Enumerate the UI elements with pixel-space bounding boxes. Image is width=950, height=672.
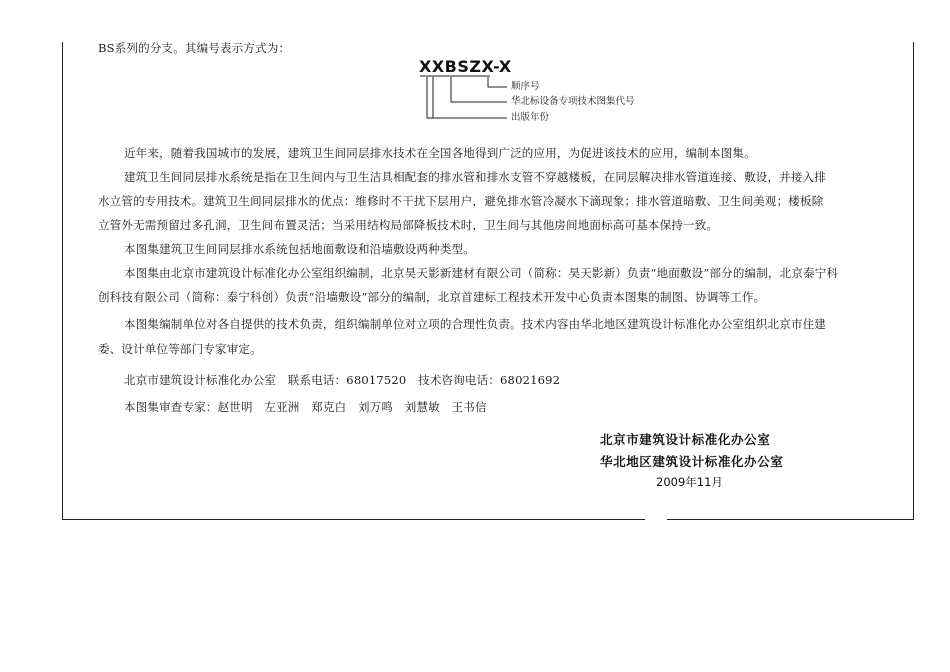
signature-date: 2009年11月 [656, 475, 723, 489]
paragraph-line: 本图集由北京市建筑设计标准化办公室组织编制，北京昊天影新建材有限公司（简称：昊天影新）负责“地面敷设”部分的编制，北京泰宁科 [124, 266, 839, 280]
code-label-year: 出版年份 [511, 112, 550, 123]
signature-org-beijing: 北京市建筑设计标准化办公室 [600, 432, 771, 447]
paragraph-line: 立管外无需预留过多孔洞，卫生间布置灵活；当采用结构局部降板技术时，卫生间与其他房间地面标高可基本保持一致。 [98, 218, 719, 232]
paragraph-line: 近年来，随着我国城市的发展，建筑卫生间同层排水技术在全国各地得到广泛的应用，为促进该技术的应用，编制本图集。 [124, 146, 756, 160]
code-label-sequence: 顺序号 [511, 81, 540, 92]
paragraph-line: 水立管的专用技术。建筑卫生间同层排水的优点：维修时不干扰下层用户，避免排水管冷凝水下滴现象；排水管道暗敷、卫生间美观；楼板除 [98, 194, 824, 208]
code-label-atlas-code: 华北标设备专项技术图集代号 [511, 96, 635, 107]
signature-org-north-china: 华北地区建筑设计标准化办公室 [600, 454, 784, 469]
paragraph-line: 建筑卫生间同层排水系统是指在卫生间内与卫生洁具相配套的排水管和排水支管不穿越楼板，在同层解决排水管道连接、敷设，并接入排 [124, 170, 826, 184]
reviewers-line: 本图集审查专家：赵世明 左亚洲 郑克白 刘万鸣 刘慧敏 王书信 [124, 400, 487, 414]
paragraph-line: 本图集建筑卫生间同层排水系统包括地面敷设和沿墙敷设两种类型。 [124, 242, 475, 256]
code-format-title: XXBSZX-X [419, 57, 512, 76]
paragraph-line: 委、设计单位等部门专家审定。 [98, 342, 262, 356]
contact-line: 北京市建筑设计标准化办公室 联系电话：68017520 技术咨询电话：68021692 [124, 373, 561, 387]
paragraph-line: 本图集编制单位对各自提供的技术负责，组织编制单位对立项的合理性负责。技术内容由华北地区建筑设计标准化办公室组织北京市住建 [124, 317, 826, 331]
intro-line: BS系列的分支。其编号表示方式为： [98, 41, 291, 55]
paragraph-line: 创科技有限公司（简称：泰宁科创）负责“沿墙敷设”部分的编制，北京首建标工程技术开发中心负责本图集的制图、协调等工作。 [98, 290, 766, 304]
